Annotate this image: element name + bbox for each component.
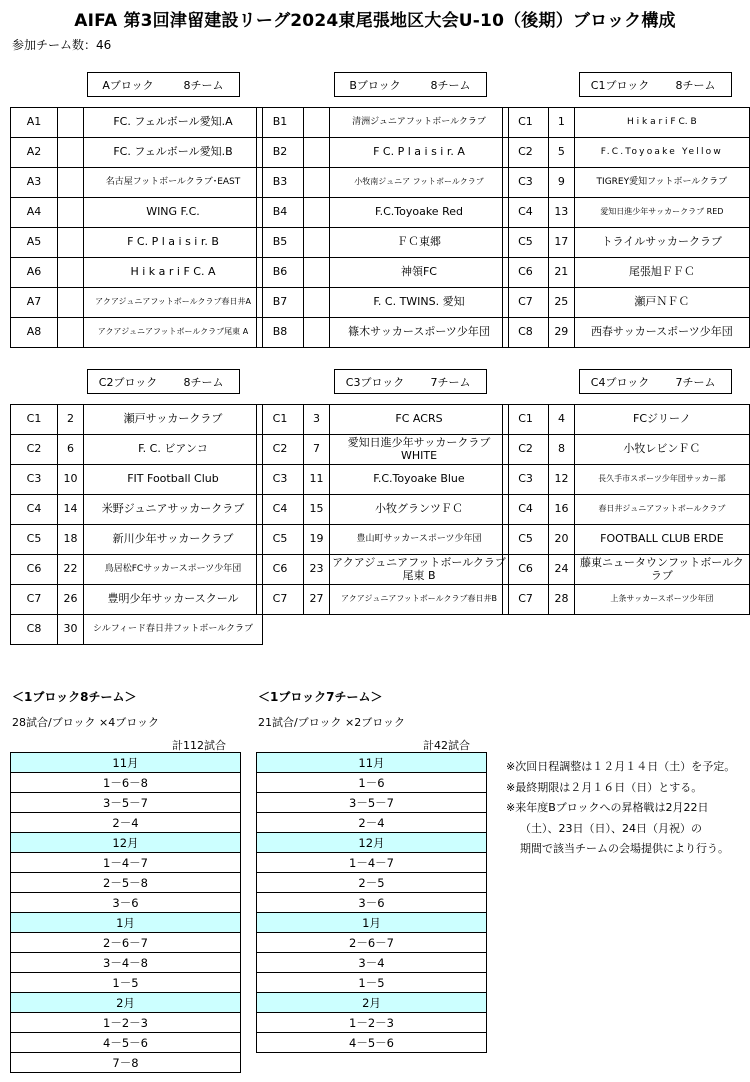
block-name: C4ブロック xyxy=(590,375,650,389)
team-code: B8 xyxy=(257,318,304,348)
schedule-8-total: 計112試合 xyxy=(172,739,226,752)
team-name: トライルサッカークラブ xyxy=(574,228,749,258)
block-team-count: 8チーム xyxy=(183,375,224,389)
team-number xyxy=(304,228,330,258)
schedule-cell: 3－5－7 xyxy=(11,793,241,813)
note-line: 期間で該当チームの会場提供により行う。 xyxy=(520,842,729,855)
table-row xyxy=(11,555,263,585)
schedule-cell: 11月 xyxy=(11,753,241,773)
team-name: ＦＣ東郷 xyxy=(330,228,509,258)
block-name: C2ブロック xyxy=(98,375,158,389)
match-row xyxy=(11,773,241,793)
table-row xyxy=(11,495,263,525)
team-number: 5 xyxy=(548,138,574,168)
team-number: 1 xyxy=(548,108,574,138)
team-number: 23 xyxy=(304,555,330,585)
match-row xyxy=(11,893,241,913)
schedule-cell: 3－6 xyxy=(257,893,487,913)
team-name: 西春サッカースポーツ少年団 xyxy=(574,318,749,348)
team-code: B5 xyxy=(257,228,304,258)
schedule-cell: 1－2－3 xyxy=(257,1013,487,1033)
schedule-cell: 4－5－6 xyxy=(11,1033,241,1053)
team-code: C4 xyxy=(257,495,304,525)
team-code: A6 xyxy=(11,258,58,288)
schedule-cell: 2－4 xyxy=(257,813,487,833)
team-name: 愛知日進少年サッカークラブ RED xyxy=(574,198,749,228)
table-row xyxy=(11,138,263,168)
team-code: C3 xyxy=(503,465,549,495)
team-name: アクアジュニアフットボールクラブ尾東 B xyxy=(330,555,509,585)
block-c3-table xyxy=(256,404,509,615)
schedule-8-table xyxy=(10,752,241,1073)
team-code: C1 xyxy=(257,405,304,435)
team-code: C1 xyxy=(503,108,549,138)
team-name: 清洲ジュニアフットボールクラブ xyxy=(330,108,509,138)
block-header-c2 xyxy=(87,369,240,394)
team-code: C8 xyxy=(503,318,549,348)
team-name: F.C.Toyoake Blue xyxy=(330,465,509,495)
month-row xyxy=(257,833,487,853)
table-row xyxy=(11,198,263,228)
table-row xyxy=(11,405,263,435)
match-row xyxy=(11,1033,241,1053)
team-code: C6 xyxy=(503,555,549,585)
block-header-a xyxy=(87,72,240,97)
match-row xyxy=(257,1013,487,1033)
block-name: C3ブロック xyxy=(345,375,405,389)
team-code: C3 xyxy=(257,465,304,495)
team-code: C5 xyxy=(11,525,58,555)
block-header-c4 xyxy=(579,369,732,394)
table-row xyxy=(503,198,750,228)
schedule-cell: 1月 xyxy=(11,913,241,933)
team-number: 3 xyxy=(304,405,330,435)
team-name: FC. フェルボール愛知.A xyxy=(84,108,263,138)
team-name: 神領FC xyxy=(330,258,509,288)
team-name: FC. フェルボール愛知.B xyxy=(84,138,263,168)
team-code: B4 xyxy=(257,198,304,228)
team-code: C2 xyxy=(503,435,549,465)
team-number: 9 xyxy=(548,168,574,198)
team-name: 新川少年サッカークラブ xyxy=(84,525,263,555)
schedule-cell: 11月 xyxy=(257,753,487,773)
team-number xyxy=(58,318,84,348)
team-name: 瀬戸ＮＦＣ xyxy=(574,288,749,318)
table-row xyxy=(11,525,263,555)
team-name: FC ACRS xyxy=(330,405,509,435)
schedule-cell: 2－5 xyxy=(257,873,487,893)
schedule-cell: 2月 xyxy=(257,993,487,1013)
block-a-table xyxy=(10,107,263,348)
table-row xyxy=(257,138,509,168)
schedule-7-table xyxy=(256,752,487,1053)
team-name: F. C. ビアンコ xyxy=(84,435,263,465)
team-number: 26 xyxy=(58,585,84,615)
team-name: WING F.C. xyxy=(84,198,263,228)
table-row xyxy=(257,108,509,138)
team-number: 2 xyxy=(58,405,84,435)
team-code: C7 xyxy=(257,585,304,615)
team-code: A7 xyxy=(11,288,58,318)
block-team-count: 8チーム xyxy=(430,78,471,92)
team-number: 4 xyxy=(549,405,575,435)
team-code: C3 xyxy=(11,465,58,495)
block-header-b xyxy=(334,72,487,97)
match-row xyxy=(11,1053,241,1073)
schedule-cell: 4－5－6 xyxy=(257,1033,487,1053)
table-row xyxy=(257,318,509,348)
schedule-cell: 1－6 xyxy=(257,773,487,793)
match-row xyxy=(11,873,241,893)
match-row xyxy=(11,1013,241,1033)
team-number xyxy=(304,318,330,348)
table-row xyxy=(257,405,509,435)
team-number: 30 xyxy=(58,615,84,645)
team-code: C4 xyxy=(503,495,549,525)
match-row xyxy=(257,973,487,993)
team-number xyxy=(58,168,84,198)
month-row xyxy=(11,753,241,773)
schedule-cell: 12月 xyxy=(257,833,487,853)
table-row xyxy=(11,168,263,198)
team-name: 藤東ニュータウンフットボールクラブ xyxy=(574,555,749,585)
team-name: FOOTBALL CLUB ERDE xyxy=(574,525,749,555)
table-row xyxy=(11,615,263,645)
schedule-8-title: ＜1ブロック8チーム＞ xyxy=(12,690,137,704)
team-name: F C. P l a i s i r. A xyxy=(330,138,509,168)
block-c4-table xyxy=(502,404,750,615)
match-row xyxy=(257,873,487,893)
team-code: C5 xyxy=(257,525,304,555)
table-row xyxy=(11,318,263,348)
team-number xyxy=(58,288,84,318)
schedule-cell: 1月 xyxy=(257,913,487,933)
match-row xyxy=(11,813,241,833)
block-team-count: 7チーム xyxy=(430,375,471,389)
team-number: 20 xyxy=(549,525,575,555)
team-name: アクアジュニアフットボールクラブ春日井A xyxy=(84,288,263,318)
team-number: 13 xyxy=(548,198,574,228)
team-name: TIGREY愛知フットボールクラブ xyxy=(574,168,749,198)
team-number xyxy=(304,198,330,228)
team-name: 篠木サッカースポーツ少年団 xyxy=(330,318,509,348)
team-count: 参加チーム数：46 xyxy=(12,38,112,52)
block-name: Aブロック xyxy=(102,78,154,92)
team-code: C7 xyxy=(11,585,58,615)
table-row xyxy=(503,138,750,168)
table-row xyxy=(257,168,509,198)
match-row xyxy=(257,893,487,913)
match-row xyxy=(257,853,487,873)
team-code: C6 xyxy=(257,555,304,585)
block-c1-table xyxy=(502,107,750,348)
team-number: 11 xyxy=(304,465,330,495)
table-row xyxy=(257,258,509,288)
table-row xyxy=(503,465,750,495)
schedule-7-total: 計42試合 xyxy=(423,739,470,752)
schedule-8-subtitle: 28試合/ブロック ×4ブロック xyxy=(12,716,159,729)
team-name: 春日井ジュニアフットボールクラブ xyxy=(574,495,749,525)
table-row xyxy=(11,585,263,615)
month-row xyxy=(11,993,241,1013)
team-number: 21 xyxy=(548,258,574,288)
table-row xyxy=(503,525,750,555)
team-number: 7 xyxy=(304,435,330,465)
team-name: FIT Football Club xyxy=(84,465,263,495)
table-row xyxy=(11,465,263,495)
team-code: C6 xyxy=(11,555,58,585)
table-row xyxy=(257,228,509,258)
team-name: F.C.Toyoake Red xyxy=(330,198,509,228)
schedule-cell: 1－5 xyxy=(11,973,241,993)
notes xyxy=(506,757,746,860)
team-name: F. C. TWINS. 愛知 xyxy=(330,288,509,318)
table-row xyxy=(257,525,509,555)
month-row xyxy=(257,913,487,933)
match-row xyxy=(11,853,241,873)
block-team-count: 8チーム xyxy=(675,78,716,92)
table-row xyxy=(11,228,263,258)
team-number xyxy=(304,108,330,138)
match-row xyxy=(257,813,487,833)
table-row xyxy=(503,495,750,525)
team-number: 15 xyxy=(304,495,330,525)
team-name: 長久手市スポーツ少年団サッカー部 xyxy=(574,465,749,495)
match-row xyxy=(11,973,241,993)
match-row xyxy=(257,933,487,953)
team-name: FCジリーノ xyxy=(574,405,749,435)
table-row xyxy=(257,288,509,318)
schedule-cell: 3－5－7 xyxy=(257,793,487,813)
team-code: C3 xyxy=(503,168,549,198)
schedule-cell: 2－5－8 xyxy=(11,873,241,893)
match-row xyxy=(257,773,487,793)
team-number: 22 xyxy=(58,555,84,585)
month-row xyxy=(11,913,241,933)
match-row xyxy=(257,1033,487,1053)
team-name: 尾張旭ＦＦＣ xyxy=(574,258,749,288)
team-number xyxy=(304,168,330,198)
team-number xyxy=(58,108,84,138)
table-row xyxy=(257,198,509,228)
team-code: C2 xyxy=(257,435,304,465)
team-name: 豊明少年サッカースクール xyxy=(84,585,263,615)
team-code: C7 xyxy=(503,585,549,615)
team-code: B1 xyxy=(257,108,304,138)
team-number xyxy=(304,258,330,288)
table-row xyxy=(503,318,750,348)
team-number xyxy=(58,228,84,258)
schedule-cell: 2月 xyxy=(11,993,241,1013)
team-number: 18 xyxy=(58,525,84,555)
team-code: A2 xyxy=(11,138,58,168)
team-name: 上条サッカースポーツ少年団 xyxy=(574,585,749,615)
team-code: C8 xyxy=(11,615,58,645)
schedule-cell: 2－6－7 xyxy=(257,933,487,953)
block-team-count: 8チーム xyxy=(183,78,224,92)
table-row xyxy=(257,495,509,525)
match-row xyxy=(11,933,241,953)
team-code: C6 xyxy=(503,258,549,288)
team-name: 名古屋フットボールクラブ･EAST xyxy=(84,168,263,198)
team-code: A8 xyxy=(11,318,58,348)
team-name: 小牧南ジュニア フットボールクラブ xyxy=(330,168,509,198)
match-row xyxy=(11,793,241,813)
team-code: C2 xyxy=(11,435,58,465)
team-number: 28 xyxy=(549,585,575,615)
table-row xyxy=(503,435,750,465)
schedule-cell: 2－4 xyxy=(11,813,241,833)
table-row xyxy=(11,108,263,138)
team-number xyxy=(58,138,84,168)
block-name: Bブロック xyxy=(349,78,401,92)
team-name: シルフィード春日井フットボールクラブ xyxy=(84,615,263,645)
team-code: A5 xyxy=(11,228,58,258)
match-row xyxy=(11,953,241,973)
schedule-cell: 1－4－7 xyxy=(257,853,487,873)
match-row xyxy=(257,953,487,973)
team-number: 17 xyxy=(548,228,574,258)
team-code: B2 xyxy=(257,138,304,168)
table-row xyxy=(503,168,750,198)
team-code: C7 xyxy=(503,288,549,318)
table-row xyxy=(257,435,509,465)
team-name: 瀬戸サッカークラブ xyxy=(84,405,263,435)
team-name: アクアジュニアフットボールクラブ春日井B xyxy=(330,585,509,615)
team-number: 12 xyxy=(549,465,575,495)
note-line: ※次回日程調整は１２月１４日（土）を予定。 xyxy=(506,760,736,773)
month-row xyxy=(257,753,487,773)
team-name: 米野ジュニアサッカークラブ xyxy=(84,495,263,525)
schedule-cell: 3－4 xyxy=(257,953,487,973)
team-number: 10 xyxy=(58,465,84,495)
team-name: 愛知日進少年サッカークラブ WHITE xyxy=(330,435,509,465)
team-number: 24 xyxy=(549,555,575,585)
team-number: 27 xyxy=(304,585,330,615)
schedule-cell: 7－8 xyxy=(11,1053,241,1073)
note-line: （土）、23日（日）、24日（月祝）の xyxy=(520,821,702,835)
team-code: B3 xyxy=(257,168,304,198)
team-code: A4 xyxy=(11,198,58,228)
team-number: 6 xyxy=(58,435,84,465)
block-c2-table xyxy=(10,404,263,645)
month-row xyxy=(257,993,487,1013)
team-code: C4 xyxy=(503,198,549,228)
team-name: F.C.Toyoake Yellow xyxy=(574,138,749,168)
schedule-cell: 1－5 xyxy=(257,973,487,993)
team-name: F C. P l a i s i r. B xyxy=(84,228,263,258)
team-code: C1 xyxy=(503,405,549,435)
team-code: C5 xyxy=(503,228,549,258)
table-row xyxy=(503,585,750,615)
table-row xyxy=(257,555,509,585)
team-number: 25 xyxy=(548,288,574,318)
table-row xyxy=(503,258,750,288)
team-code: C1 xyxy=(11,405,58,435)
block-b-table xyxy=(256,107,509,348)
team-name: アクアジュニアフットボールクラブ尾東 A xyxy=(84,318,263,348)
block-header-c3 xyxy=(334,369,487,394)
table-row xyxy=(11,288,263,318)
team-name: 豊山町サッカースポーツ少年団 xyxy=(330,525,509,555)
team-number: 8 xyxy=(549,435,575,465)
team-name: 鳥居松FCサッカースポーツ少年団 xyxy=(84,555,263,585)
team-code: A1 xyxy=(11,108,58,138)
table-row xyxy=(503,555,750,585)
team-number xyxy=(304,138,330,168)
schedule-cell: 1－6－8 xyxy=(11,773,241,793)
team-number: 29 xyxy=(548,318,574,348)
page-title: AIFA 第3回津留建設リーグ2024東尾張地区大会U-10（後期）ブロック構成 xyxy=(74,11,676,31)
note-line: ※来年度Bブロックへの昇格戦は2月22日 xyxy=(506,801,709,814)
schedule-cell: 1－4－7 xyxy=(11,853,241,873)
schedule-7-subtitle: 21試合/ブロック ×2ブロック xyxy=(258,716,405,729)
team-number xyxy=(304,288,330,318)
schedule-cell: 1－2－3 xyxy=(11,1013,241,1033)
table-row xyxy=(503,228,750,258)
schedule-cell: 3－6 xyxy=(11,893,241,913)
table-row xyxy=(257,585,509,615)
team-code: A3 xyxy=(11,168,58,198)
match-row xyxy=(257,793,487,813)
team-code: B7 xyxy=(257,288,304,318)
team-number xyxy=(58,258,84,288)
table-row xyxy=(11,258,263,288)
team-code: C2 xyxy=(503,138,549,168)
table-row xyxy=(503,288,750,318)
table-row xyxy=(503,108,750,138)
team-code: C5 xyxy=(503,525,549,555)
note-line: ※最終期限は２月１６日（日）とする。 xyxy=(506,780,703,794)
team-name: H i k a r i F C. B xyxy=(574,108,749,138)
schedule-cell: 12月 xyxy=(11,833,241,853)
team-number xyxy=(58,198,84,228)
block-header-c1 xyxy=(579,72,732,97)
block-team-count: 7チーム xyxy=(675,375,716,389)
team-name: 小牧レビンＦＣ xyxy=(574,435,749,465)
team-name: H i k a r i F C. A xyxy=(84,258,263,288)
table-row xyxy=(11,435,263,465)
schedule-7-title: ＜1ブロック7チーム＞ xyxy=(258,690,383,704)
team-number: 14 xyxy=(58,495,84,525)
team-name: 小牧グランツＦＣ xyxy=(330,495,509,525)
team-code: C4 xyxy=(11,495,58,525)
table-row xyxy=(503,405,750,435)
team-number: 19 xyxy=(304,525,330,555)
team-number: 16 xyxy=(549,495,575,525)
schedule-cell: 3－4－8 xyxy=(11,953,241,973)
team-code: B6 xyxy=(257,258,304,288)
table-row xyxy=(257,465,509,495)
month-row xyxy=(11,833,241,853)
schedule-cell: 2－6－7 xyxy=(11,933,241,953)
block-name: C1ブロック xyxy=(590,78,650,92)
